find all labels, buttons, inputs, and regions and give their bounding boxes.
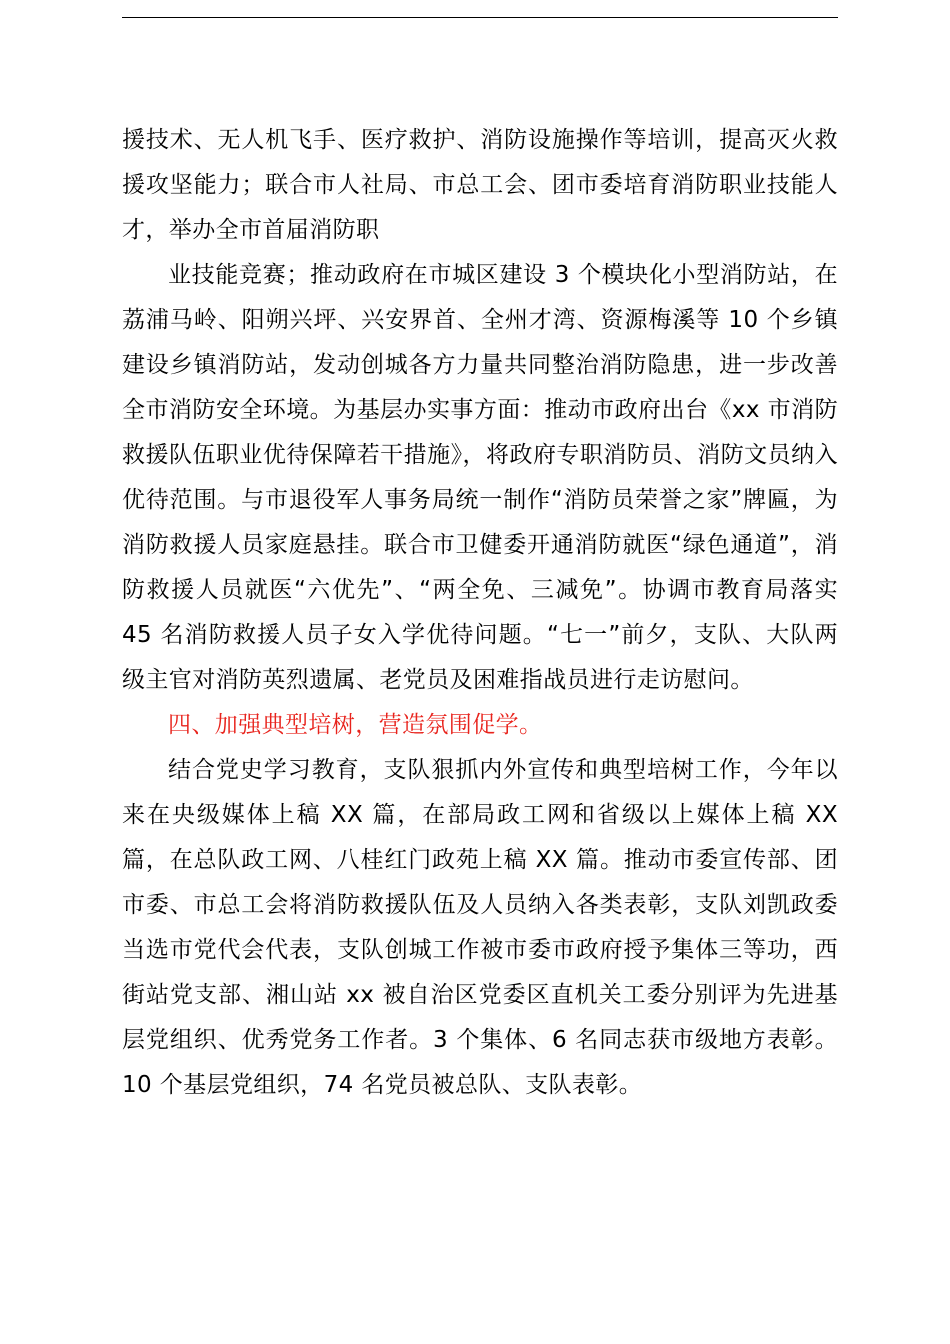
- document-body: [122, 118, 846, 1108]
- header-rule: [122, 17, 838, 18]
- paragraph-publicity: 结合党史学习教育，支队狠抓内外宣传和典型培树工作，今年以来在央级媒体上稿 XX 篇，在部局政工网和省级以上媒体上稿 XX 篇，在总队政工网、八桂红门政苑上稿 XX 篇。推动市委宣传部、团市委、市总工会将消防救援队伍及人员纳入各类表彰，支队刘凯政委当选市党代会代表，支队创城工作被市委市政府授予集体三等功，西街站党支部、湘山站 xx 被自治区党委区直机关工委分别评为先进基层党组织、优秀党务工作者。3 个集体、6 名同志获市级地方表彰。10 个基层党组织，74 名党员被总队、支队表彰。: [122, 757, 846, 1098]
- paragraph-grassroots-services: 业技能竞赛；推动政府在市城区建设 3 个模块化小型消防站，在荔浦马岭、阳朔兴坪、兴安界首、全州才湾、资源梅溪等 10 个乡镇建设乡镇消防站，发动创城各方力量共同整治消防隐患，进一步改善全市消防安全环境。为基层办实事方面：推动市政府出台《xx 市消防救援队伍职业优待保障若干措施》，将政府专职消防员、消防文员纳入优待范围。与市退役军人事务局统一制作“消防员荣誉之家”牌匾，为消防救援人员家庭悬挂。联合市卫健委开通消防就医“绿色通道”，消防救援人员就医“六优先”、“两全免、三减免”。协调市教育局落实 45 名消防救援人员子女入学优待问题。“七一”前夕，支队、大队两级主官对消防英烈遗属、老党员及困难指战员进行走访慰问。: [122, 262, 846, 693]
- paragraph-continuation: 援技术、无人机飞手、医疗救护、消防设施操作等培训，提高灭火救援攻坚能力；联合市人社局、市总工会、团市委培育消防职业技能人才，举办全市首届消防职: [122, 127, 838, 243]
- section-heading-4: 四、加强典型培树，营造氛围促学。: [168, 712, 543, 738]
